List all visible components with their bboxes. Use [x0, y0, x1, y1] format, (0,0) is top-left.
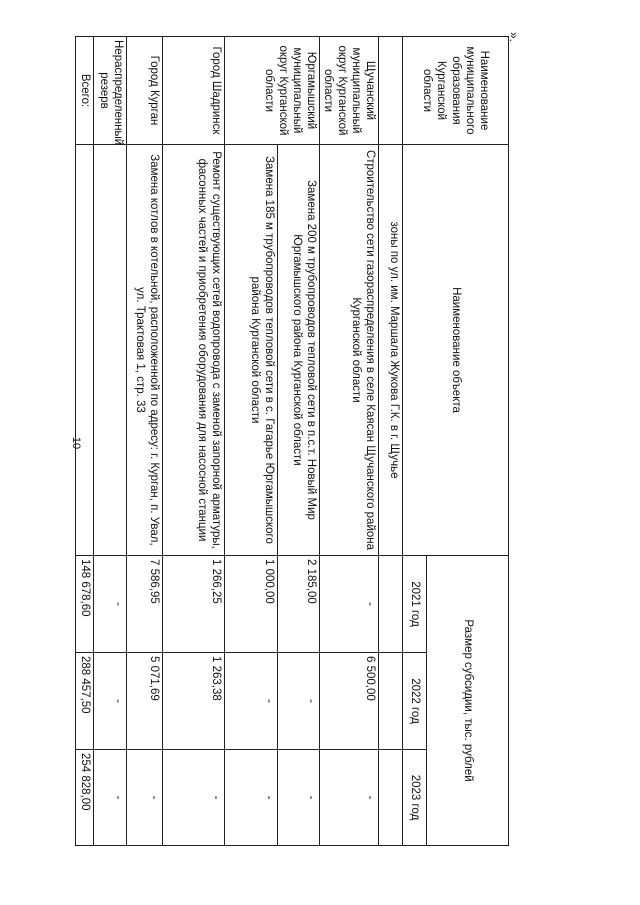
- cell-2022: 6 500,00: [319, 653, 378, 750]
- header-year-2022: 2022 год: [403, 653, 427, 750]
- cell-municipality: Город Шадринск: [162, 37, 224, 145]
- closing-quote-mark: ».: [507, 31, 522, 43]
- cell-object: Ремонт существующих сетей водопровода с заменой запорной арматуры, фасонных частей и приобретения оборудования для насосной станции: [162, 145, 224, 556]
- table-row: [93, 37, 126, 846]
- cell-2023: -: [224, 750, 277, 846]
- cell-2021: 2 185,00: [277, 556, 319, 653]
- header-year-2021: 2021 год: [403, 556, 427, 653]
- cell-2021: 7 586,95: [126, 556, 162, 653]
- cell-municipality: Город Курган: [126, 37, 162, 145]
- cell-municipality: Нераспределенный резерв: [93, 37, 126, 145]
- cell-2022: [379, 653, 403, 750]
- cell-object: зоны по ул. им. Маршала Жукова Г.К. в г. Щучье: [379, 145, 403, 556]
- page-number: 10: [70, 436, 83, 450]
- rotated-table-frame: [78, 36, 509, 845]
- header-subsidy: Размер субсидии, тыс. рублей: [427, 556, 509, 846]
- header-municipality: Наименование муниципального образования Курганской области: [403, 37, 509, 145]
- subsidy-table: [75, 36, 509, 846]
- cell-2023: -: [93, 750, 126, 846]
- header-row-1: [427, 37, 509, 846]
- table-row: [162, 37, 224, 846]
- table-row: [126, 37, 162, 846]
- subsidy-table-container: [78, 36, 509, 845]
- cell-2021: -: [319, 556, 378, 653]
- cell-2021: 1 266,25: [162, 556, 224, 653]
- cell-2023: [379, 750, 403, 846]
- cell-object: Замена 185 м трубопроводов тепловой сети в с. Гагарье Юргамышского района Курганской области: [224, 145, 277, 556]
- cell-2022: 5 071,69: [126, 653, 162, 750]
- cell-2022: 1 263,38: [162, 653, 224, 750]
- cell-object: Замена котлов в котельной, расположенной по адресу: г. Курган, п. Увал, ул. Трактовая 1, стр. 33: [126, 145, 162, 556]
- table-row: [277, 37, 319, 846]
- total-object-empty: [75, 145, 93, 556]
- total-2023: 254 828,00: [75, 750, 93, 846]
- table-row: [224, 37, 277, 846]
- cell-2023: -: [277, 750, 319, 846]
- cell-municipality: Щучанский муниципальный округ Курганской области: [319, 37, 378, 145]
- cell-object: Строительство сети газораспределения в селе Каясан Щучанского района Курганской области: [319, 145, 378, 556]
- cell-2021: [379, 556, 403, 653]
- header-year-2023: 2023 год: [403, 750, 427, 846]
- total-2022: 288 457,50: [75, 653, 93, 750]
- cell-municipality: [379, 37, 403, 145]
- table-row: [319, 37, 378, 846]
- total-label: Всего:: [75, 37, 93, 145]
- cell-2023: -: [126, 750, 162, 846]
- cell-2022: -: [277, 653, 319, 750]
- cell-2023: -: [162, 750, 224, 846]
- cell-2022: -: [224, 653, 277, 750]
- cell-2022: -: [93, 653, 126, 750]
- cell-2021: 1 000,00: [224, 556, 277, 653]
- cell-object: [93, 145, 126, 556]
- cell-municipality: Юргамышский муниципальный округ Курганской области: [224, 37, 319, 145]
- header-object: Наименование объекта: [403, 145, 509, 556]
- table-row: [379, 37, 403, 846]
- cell-2023: -: [319, 750, 378, 846]
- total-2021: 148 678,60: [75, 556, 93, 653]
- total-row: [75, 37, 93, 846]
- cell-2021: -: [93, 556, 126, 653]
- cell-object: Замена 200 м трубопроводов тепловой сети в п.с.т. Новый Мир Юргамышского района Курганской области: [277, 145, 319, 556]
